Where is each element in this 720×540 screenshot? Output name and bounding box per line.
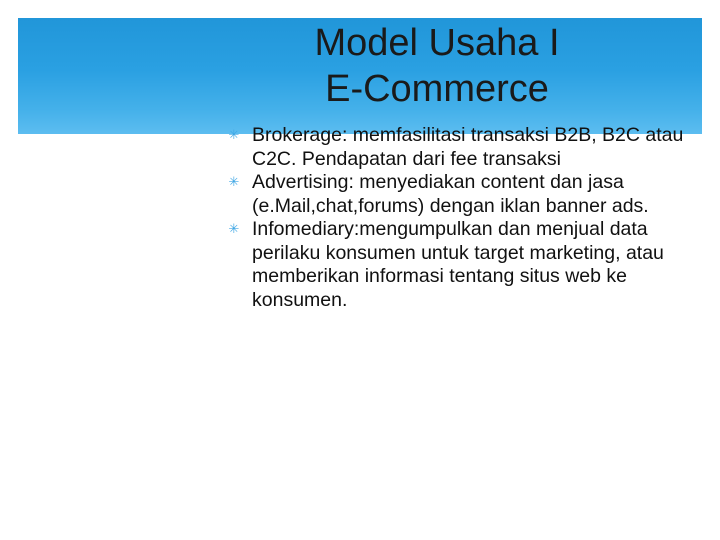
- asterisk-bullet-icon: ✳: [228, 128, 240, 143]
- bullet-item: [226, 171, 696, 218]
- bullet-text: Advertising: menyediakan content dan jasa (e.Mail,chat,forums) dengan iklan banner ads.: [252, 171, 649, 217]
- slide-title: [0, 20, 720, 112]
- title-line-1: Model Usaha I: [314, 22, 560, 64]
- bullet-text: Brokerage: memfasilitasi transaksi B2B, B2C atau C2C. Pendapatan dari fee transaksi: [252, 124, 684, 170]
- asterisk-bullet-icon: ✳: [228, 175, 240, 190]
- asterisk-bullet-icon: ✳: [228, 222, 240, 237]
- bullet-text: Infomediary:mengumpulkan dan menjual data perilaku konsumen untuk target marketing, atau memberikan informasi tentang situs web ke konsumen.: [252, 218, 664, 311]
- bullet-item: [226, 124, 696, 171]
- bullet-list: [226, 124, 696, 312]
- bullet-item: [226, 218, 696, 312]
- title-line-2: E-Commerce: [325, 68, 549, 110]
